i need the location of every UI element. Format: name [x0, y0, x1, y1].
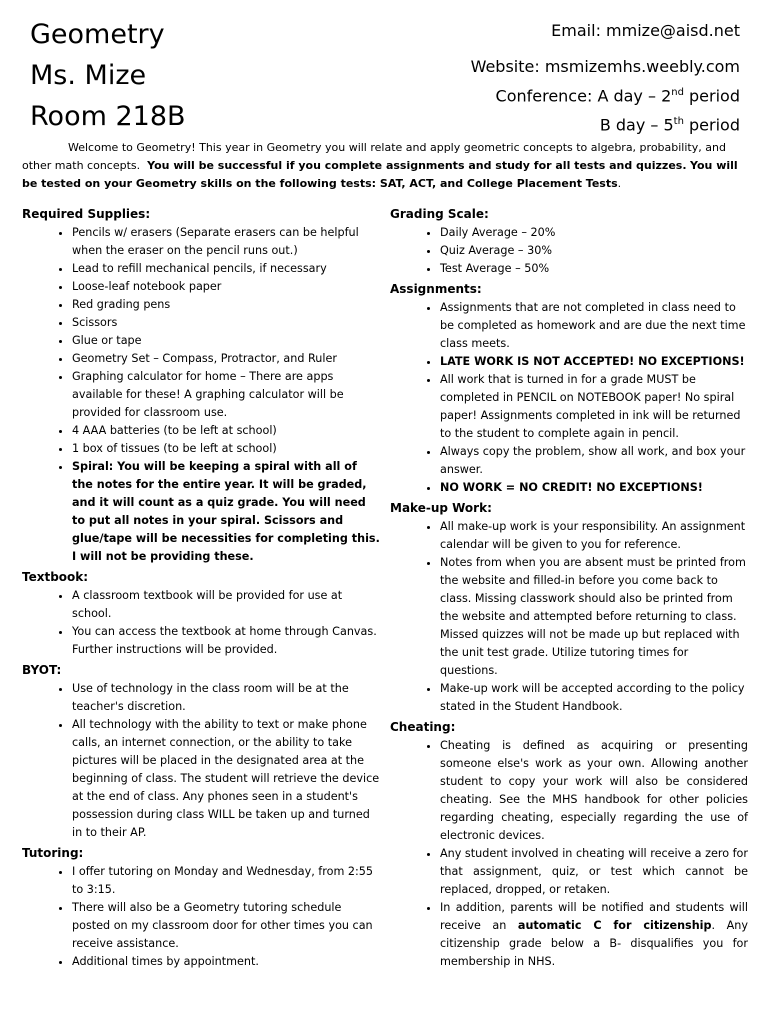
- right-column: [390, 205, 748, 973]
- textbook-heading: Textbook:: [22, 570, 89, 584]
- website-label: Website:: [470, 57, 540, 76]
- b-day-suffix: period: [683, 115, 740, 135]
- conference-a-line: [471, 80, 740, 109]
- intro-normal: Welcome to Geometry! This year in Geometry you will relate and apply geometric concepts to algebra, probability, and other math concepts.: [22, 141, 726, 172]
- list-item: • Additional times by appointment.: [72, 953, 380, 971]
- list-item: • All technology with the ability to text or make phone calls, an internet connection, or the ability to take pictures will be placed in the designated area at the beginning of class. The student will retrieve the device at the end of class. Any phones seen in a student's possession during class WILL be taken up and turned in to their AP.: [72, 716, 380, 842]
- email-address[interactable]: mmize@aisd.net: [606, 21, 740, 40]
- email-label: Email:: [551, 21, 601, 40]
- list-item: • Make-up work will be accepted according to the policy stated in the Student Handbook.: [440, 680, 748, 716]
- grading-list: [390, 224, 748, 278]
- conference-b-line: [471, 109, 740, 138]
- list-item: • Use of technology in the class room will be at the teacher's discretion.: [72, 680, 380, 716]
- list-item: • Scissors: [72, 314, 380, 332]
- late-work-item: • LATE WORK IS NOT ACCEPTED! NO EXCEPTIONS!: [440, 353, 748, 371]
- byot-heading: BYOT:: [22, 663, 62, 677]
- list-item: • Cheating is defined as acquiring or presenting someone else's work as your own. Allowing another student to copy your work will also be considered cheating. See the MHS handbook for other policies regarding cheating, especially regarding the use of electronic devices.: [440, 737, 748, 845]
- intro-paragraph: [22, 139, 746, 193]
- list-item: • You can access the textbook at home through Canvas. Further instructions will be provided.: [72, 623, 380, 659]
- spiral-item: • Spiral: You will be keeping a spiral with all of the notes for the entire year. It will be graded, and it will count as a quiz grade. You will need to put all notes in your spiral. Scissors and glue/tape will be necessities for completing this. I will not be providing these.: [72, 458, 380, 566]
- textbook-list: [22, 587, 380, 659]
- list-item: • All make-up work is your responsibility. An assignment calendar will be given to you for reference.: [440, 518, 748, 554]
- list-item: • 4 AAA batteries (to be left at school): [72, 422, 380, 440]
- list-item: • Red grading pens: [72, 296, 380, 314]
- list-item: [440, 899, 748, 971]
- a-day-suffix: period: [683, 86, 740, 106]
- conference-label: Conference:: [495, 86, 593, 106]
- list-item: • Test Average – 50%: [440, 260, 748, 278]
- list-item: • 1 box of tissues (to be left at school): [72, 440, 380, 458]
- assignments-heading: Assignments:: [390, 282, 482, 296]
- list-item: • Geometry Set – Compass, Protractor, and Ruler: [72, 350, 380, 368]
- b-day: B day – 5: [599, 115, 674, 135]
- a-day: A day – 2: [597, 86, 672, 106]
- website-line: [471, 54, 740, 80]
- tutoring-heading: Tutoring:: [22, 846, 84, 860]
- list-item: • All work that is turned in for a grade MUST be completed in PENCIL on NOTEBOOK paper! No spiral paper! Assignments completed in ink will be returned to the student to complete again in pencil.: [440, 371, 748, 443]
- cheating3-b: automatic C for citizenship: [517, 919, 712, 932]
- teacher-name: Ms. Mize: [30, 60, 147, 91]
- tutoring-list: [22, 863, 380, 971]
- room-number: Room 218B: [30, 101, 186, 132]
- list-item: • A classroom textbook will be provided for use at school.: [72, 587, 380, 623]
- list-item: • Pencils w/ erasers (Separate erasers can be helpful when the eraser on the pencil runs out.): [72, 224, 380, 260]
- website-url[interactable]: msmizemhs.weebly.com: [544, 57, 740, 76]
- list-item: • Loose-leaf notebook paper: [72, 278, 380, 296]
- no-work-item: • NO WORK = NO CREDIT! NO EXCEPTIONS!: [440, 479, 748, 497]
- list-item: • Assignments that are not completed in class need to be completed as homework and are due the next time class meets.: [440, 299, 748, 353]
- intro-bold-1: You will be successful if you complete assignments and study for all tests and quizzes.: [147, 159, 687, 172]
- email-line: [471, 18, 740, 44]
- makeup-heading: Make-up Work:: [390, 501, 492, 515]
- list-item: • Graphing calculator for home – There are apps available for these! A graphing calculator will be provided for classroom use.: [72, 368, 380, 422]
- assignments-list: [390, 299, 748, 497]
- byot-list: [22, 680, 380, 842]
- list-item: • Lead to refill mechanical pencils, if necessary: [72, 260, 380, 278]
- left-column: [22, 205, 380, 973]
- b-day-sup: th: [673, 116, 684, 128]
- list-item: • Any student involved in cheating will receive a zero for that assignment, quiz, or test which cannot be replaced, dropped, or retaken.: [440, 845, 748, 899]
- intro-end: .: [617, 177, 622, 190]
- supplies-list: [22, 224, 380, 566]
- a-day-sup: nd: [671, 87, 684, 98]
- cheating-heading: Cheating:: [390, 720, 456, 734]
- list-item: • Notes from when you are absent must be printed from the website and filled-in before you come back to class. Missing classwork should also be printed from the website and attempted before returning to class. Missed quizzes will not be made up but replaced with the unit test grade. Utilize tutoring times for questions.: [440, 554, 748, 680]
- list-item: • Glue or tape: [72, 332, 380, 350]
- grading-heading: Grading Scale:: [390, 207, 489, 221]
- list-item: • I offer tutoring on Monday and Wednesday, from 2:55 to 3:15.: [72, 863, 380, 899]
- makeup-list: [390, 518, 748, 716]
- list-item: • Always copy the problem, show all work, and box your answer.: [440, 443, 748, 479]
- supplies-heading: Required Supplies:: [22, 207, 151, 221]
- list-item: • Quiz Average – 30%: [440, 242, 748, 260]
- intro-bold-2: You will be tested on your Geometry skills on the following tests: SAT, ACT, and College Placement Tests: [22, 159, 738, 190]
- cheating3-a: In addition, parents will be notified and students will receive an: [440, 901, 748, 932]
- header-left: [30, 14, 186, 137]
- list-item: • Daily Average – 20%: [440, 224, 748, 242]
- course-title: Geometry: [30, 19, 165, 50]
- list-item: • There will also be a Geometry tutoring schedule posted on my classroom door for other times you can receive assistance.: [72, 899, 380, 953]
- header-right: [471, 18, 740, 139]
- cheating-list: [390, 737, 748, 971]
- cheating3-c: . Any citizenship grade below a B- disqualifies you for membership in NHS.: [440, 919, 748, 968]
